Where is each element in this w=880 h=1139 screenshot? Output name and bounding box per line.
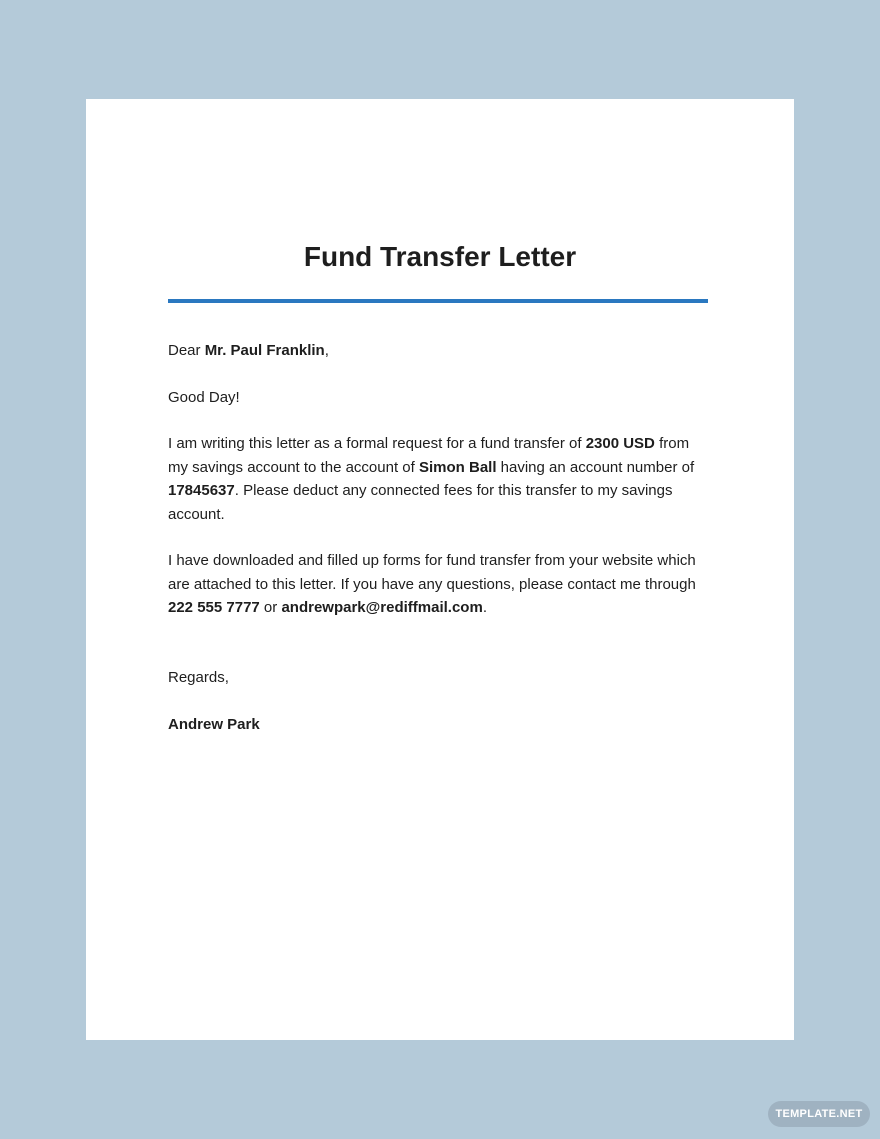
contact-phone: 222 555 7777 xyxy=(168,599,260,616)
transfer-amount: 2300 USD xyxy=(585,435,655,452)
request-text-4: . Please deduct any connected fees for this transfer to my savings account. xyxy=(168,482,673,523)
request-text-2: from my savings account to the account of xyxy=(168,435,690,476)
account-holder-name: Simon Ball xyxy=(418,458,497,476)
request-text-3: having an account number of xyxy=(496,458,695,476)
contact-paragraph xyxy=(168,549,713,620)
closing-line: Regards, xyxy=(168,669,229,686)
request-paragraph xyxy=(168,432,713,526)
greeting-prefix: Dear xyxy=(168,342,205,359)
contact-text-3: . xyxy=(482,599,487,616)
greeting-suffix: , xyxy=(324,342,329,359)
contact-text-1: I have downloaded and filled up forms for fund transfer from your website which are attached to this letter. If you have any questions, please contact me through xyxy=(168,552,696,593)
request-text-1: I am writing this letter as a formal request for a fund transfer of xyxy=(168,435,586,452)
signature-name: Andrew Park xyxy=(168,716,260,733)
page-title: Fund Transfer Letter xyxy=(303,241,577,272)
watermark-badge[interactable]: TEMPLATE.NET xyxy=(768,1101,870,1127)
letter-page xyxy=(86,99,794,1040)
account-number: 17845637 xyxy=(168,482,235,499)
greeting-line xyxy=(168,339,713,363)
contact-email: andrewpark@rediffmail.com xyxy=(281,599,483,616)
title-divider xyxy=(168,299,708,303)
opening-line: Good Day! xyxy=(168,389,240,406)
recipient-name: Mr. Paul Franklin xyxy=(204,342,325,359)
contact-text-2: or xyxy=(259,599,282,616)
